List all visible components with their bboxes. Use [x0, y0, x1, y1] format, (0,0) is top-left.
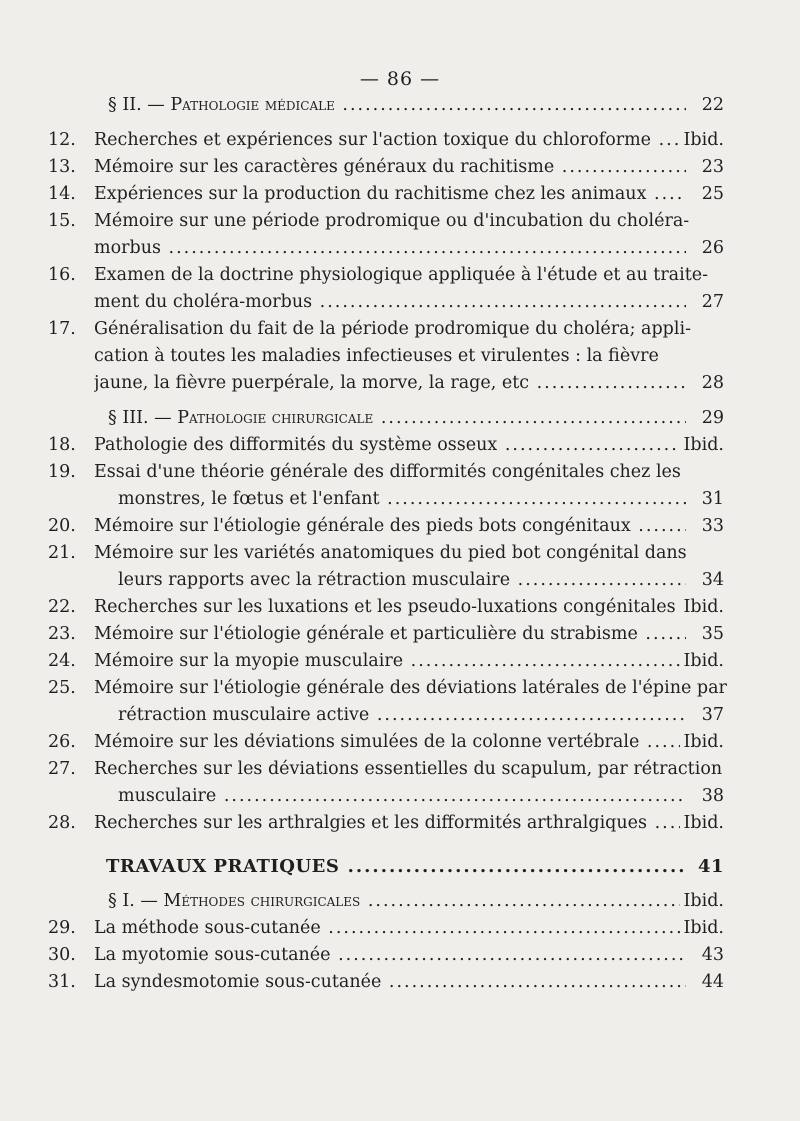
section-label: § II. — Pathologie médicale .....: [108, 92, 686, 119]
page-ref: 33: [701, 516, 724, 536]
item-number: 18.: [48, 435, 76, 455]
list-item-25-cont: [48, 702, 724, 729]
list-item-17: [48, 316, 724, 343]
page-ref: 25: [701, 184, 724, 204]
list-item-19: [48, 459, 724, 486]
item-title-line: rétraction musculaire active .....: [118, 702, 686, 729]
list-item-18: [48, 432, 724, 459]
page-ref: Ibid.: [683, 918, 724, 938]
list-item-16-cont: [48, 289, 724, 316]
item-title-line: jaune, la fièvre puerpérale, la morve, la rage, etc .....: [94, 370, 686, 397]
list-item-17-cont: [48, 343, 724, 370]
page-ref: 43: [701, 945, 724, 965]
table-of-contents: [48, 92, 727, 996]
item-title: Recherches et expériences sur l'action toxique du chloroforme .....: [94, 127, 680, 154]
item-title: La syndesmotomie sous-cutanée .....: [94, 969, 686, 996]
item-title-line: ment du choléra-morbus .....: [94, 289, 686, 316]
item-title: Expériences sur la production du rachitisme chez les animaux .....: [94, 181, 686, 208]
list-item-25: [48, 675, 727, 702]
item-title: Recherches sur les luxations et les pseudo-luxations congénitales .....: [94, 594, 680, 621]
item-title: Pathologie des difformités du système osseux .....: [94, 432, 680, 459]
item-title-line: Essai d'une théorie générale des difformités congénitales chez les: [94, 462, 681, 482]
item-title-line: morbus .....: [94, 235, 686, 262]
item-title: Recherches sur les arthralgies et les difformités arthralgiques .....: [94, 810, 680, 837]
page-number: — 86 —: [359, 68, 441, 90]
item-title: Mémoire sur l'étiologie générale et particulière du strabisme .....: [94, 621, 686, 648]
item-title-line: musculaire .....: [118, 783, 686, 810]
page-ref: Ibid.: [683, 813, 724, 833]
list-item-29: [48, 915, 724, 942]
page-ref: 22: [701, 95, 724, 115]
item-number: 13.: [48, 157, 76, 177]
item-number: 28.: [48, 813, 76, 833]
item-number: 17.: [48, 319, 76, 339]
list-item-16: [48, 262, 724, 289]
list-item-19-cont: [48, 486, 724, 513]
item-title: La méthode sous-cutanée .....: [94, 915, 680, 942]
item-number: 29.: [48, 918, 76, 938]
item-number: 20.: [48, 516, 76, 536]
page-ref: 35: [701, 624, 724, 644]
item-title: Mémoire sur les caractères généraux du rachitisme .....: [94, 154, 686, 181]
item-title: La myotomie sous-cutanée .....: [94, 942, 686, 969]
list-item-27: [48, 756, 724, 783]
page-ref: 44: [701, 972, 724, 992]
item-title: Mémoire sur les déviations simulées de la colonne vertébrale .....: [94, 729, 680, 756]
page-ref: 37: [701, 705, 724, 725]
list-item-23: [48, 621, 724, 648]
list-item-24: [48, 648, 724, 675]
item-number: 24.: [48, 651, 76, 671]
item-title-line: leurs rapports avec la rétraction musculaire .....: [118, 567, 686, 594]
list-item-31: [48, 969, 724, 996]
item-number: 21.: [48, 543, 76, 563]
item-number: 30.: [48, 945, 76, 965]
item-number: 16.: [48, 265, 76, 285]
item-title-line: Généralisation du fait de la période prodromique du choléra; appli-: [94, 319, 691, 339]
list-item-17-cont2: [48, 370, 724, 397]
list-item-15-cont: [48, 235, 724, 262]
travaux-pratiques-heading: [48, 853, 724, 880]
list-item-13: [48, 154, 724, 181]
list-item-20: [48, 513, 724, 540]
section-label: TRAVAUX PRATIQUES .....: [106, 853, 686, 880]
item-title-line: Examen de la doctrine physiologique appliquée à l'étude et au traite-: [94, 265, 709, 285]
item-title-line: Mémoire sur une période prodromique ou d'incubation du choléra-: [94, 211, 690, 231]
item-title: Mémoire sur l'étiologie générale des pieds bots congénitaux .....: [94, 513, 686, 540]
item-title-line: Mémoire sur les variétés anatomiques du pied bot congénital dans: [94, 543, 687, 563]
item-title-line: cation à toutes les maladies infectieuses et virulentes : la fièvre: [94, 346, 659, 366]
list-item-12: [48, 127, 724, 154]
item-number: 31.: [48, 972, 76, 992]
page-ref: Ibid.: [683, 435, 724, 455]
section-label: § III. — Pathologie chirurgicale .....: [108, 405, 686, 432]
list-item-21-cont: [48, 567, 724, 594]
page-ref: 31: [701, 489, 724, 509]
section-label: § I. — Méthodes chirurgicales .....: [108, 888, 680, 915]
page-ref: 38: [701, 786, 724, 806]
list-item-30: [48, 942, 724, 969]
item-number: 23.: [48, 624, 76, 644]
page-ref: Ibid.: [683, 130, 724, 150]
list-item-21: [48, 540, 724, 567]
page-ref: 29: [701, 408, 724, 428]
page-ref: 27: [701, 292, 724, 312]
section-heading-methodes-chirurgicales: [48, 888, 724, 915]
list-item-27-cont: [48, 783, 724, 810]
page-ref: 28: [701, 373, 724, 393]
page-ref: 41: [697, 856, 724, 877]
section-heading-pathologie-chirurgicale: [48, 405, 724, 432]
list-item-26: [48, 729, 724, 756]
item-number: 22.: [48, 597, 76, 617]
item-title-line: Mémoire sur l'étiologie générale des déviations latérales de l'épine par: [94, 678, 727, 698]
page-ref: Ibid.: [683, 597, 724, 617]
list-item-28: [48, 810, 724, 837]
section-heading-pathologie-medicale: [48, 92, 724, 119]
list-item-14: [48, 181, 724, 208]
item-number: 26.: [48, 732, 76, 752]
page-ref: 26: [701, 238, 724, 258]
list-item-22: [48, 594, 724, 621]
page-ref: 23: [701, 157, 724, 177]
item-number: 12.: [48, 130, 76, 150]
item-number: 27.: [48, 759, 76, 779]
page-ref: Ibid.: [683, 732, 724, 752]
page-ref: Ibid.: [683, 651, 724, 671]
item-title-line: monstres, le fœtus et l'enfant .....: [118, 486, 686, 513]
item-number: 14.: [48, 184, 76, 204]
page-ref: Ibid.: [683, 891, 724, 911]
item-number: 19.: [48, 462, 76, 482]
item-title: Mémoire sur la myopie musculaire .....: [94, 648, 680, 675]
page-ref: 34: [701, 570, 724, 590]
list-item-15: [48, 208, 724, 235]
item-number: 25.: [48, 678, 76, 698]
item-title-line: Recherches sur les déviations essentielles du scapulum, par rétraction: [94, 759, 723, 779]
item-number: 15.: [48, 211, 76, 231]
